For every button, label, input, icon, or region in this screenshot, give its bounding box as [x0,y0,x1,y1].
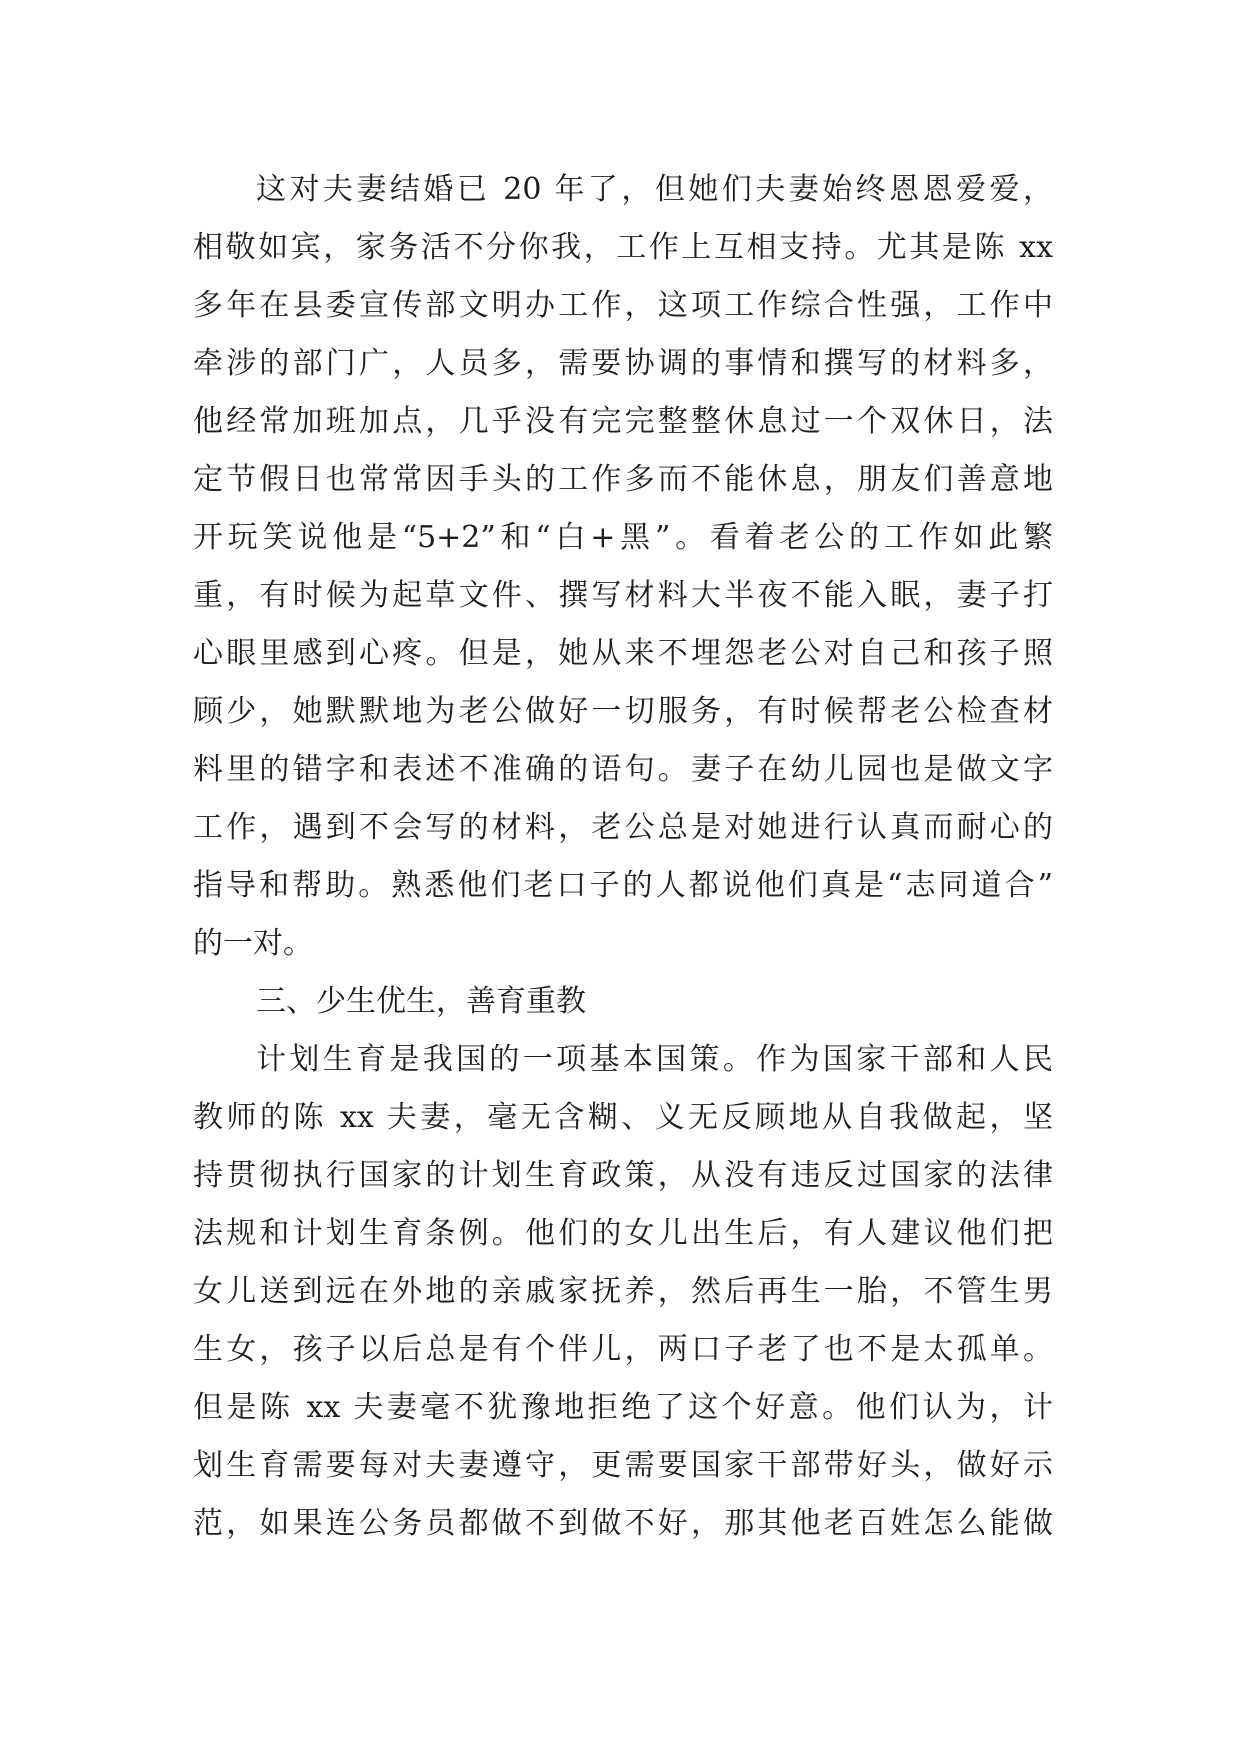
paragraph-1-line-2: 相敬如宾，家务活不分你我，工作上互相支持。尤其是陈 xx [193,230,1053,265]
paragraph-1-line-8: 重，有时候为起草文件、撰写材料大半夜不能入眠，妻子打 [193,578,1053,613]
paragraph-2-line-2: 教师的陈 xx 夫妻，毫无含糊、义无反顾地从自我做起，坚 [193,1100,1053,1135]
paragraph-2-line-8: 划生育需要每对夫妻遵守，更需要国家干部带好头，做好示 [193,1448,1053,1483]
paragraph-2-line-5: 女儿送到远在外地的亲戚家抚养，然后再生一胎，不管生男 [193,1274,1053,1309]
paragraph-1-line-9: 心眼里感到心疼。但是，她从来不埋怨老公对自己和孩子照 [193,636,1053,671]
paragraph-2-line-1: 计划生育是我国的一项基本国策。作为国家干部和人民 [256,1042,1053,1077]
paragraph-1-line-12: 工作，遇到不会写的材料，老公总是对她进行认真而耐心的 [193,810,1053,845]
paragraph-1-line-14: 的一对。 [193,926,313,961]
paragraph-2-line-9: 范，如果连公务员都做不到做不好，那其他老百姓怎么能做 [193,1506,1053,1541]
paragraph-1-line-13: 指导和帮助。熟悉他们老口子的人都说他们真是“志同道合” [193,868,1053,903]
paragraph-2-line-4: 法规和计划生育条例。他们的女儿出生后，有人建议他们把 [193,1216,1053,1251]
paragraph-1-line-5: 他经常加班加点，几乎没有完完整整休息过一个双休日，法 [193,404,1053,439]
paragraph-1-line-4: 牵涉的部门广，人员多，需要协调的事情和撰写的材料多， [193,346,1053,381]
section-heading: 三、少生优生，善育重教 [256,984,586,1019]
paragraph-1-line-3: 多年在县委宣传部文明办工作，这项工作综合性强，工作中 [193,288,1053,323]
paragraph-1-line-7: 开玩笑说他是“5+2”和“白+黑”。看着老公的工作如此繁 [193,520,1053,555]
paragraph-2-line-3: 持贯彻执行国家的计划生育政策，从没有违反过国家的法律 [193,1158,1053,1193]
paragraph-1-line-6: 定节假日也常常因手头的工作多而不能休息，朋友们善意地 [193,462,1053,497]
paragraph-2-line-7: 但是陈 xx 夫妻毫不犹豫地拒绝了这个好意。他们认为，计 [193,1390,1053,1425]
paragraph-2-line-6: 生女，孩子以后总是有个伴儿，两口子老了也不是太孤单。 [193,1332,1053,1367]
paragraph-1-line-10: 顾少，她默默地为老公做好一切服务，有时候帮老公检查材 [193,694,1053,729]
paragraph-1-line-1: 这对夫妻结婚已 20 年了，但她们夫妻始终恩恩爱爱， [256,172,1053,207]
paragraph-1-line-11: 料里的错字和表述不准确的语句。妻子在幼儿园也是做文字 [193,752,1053,787]
